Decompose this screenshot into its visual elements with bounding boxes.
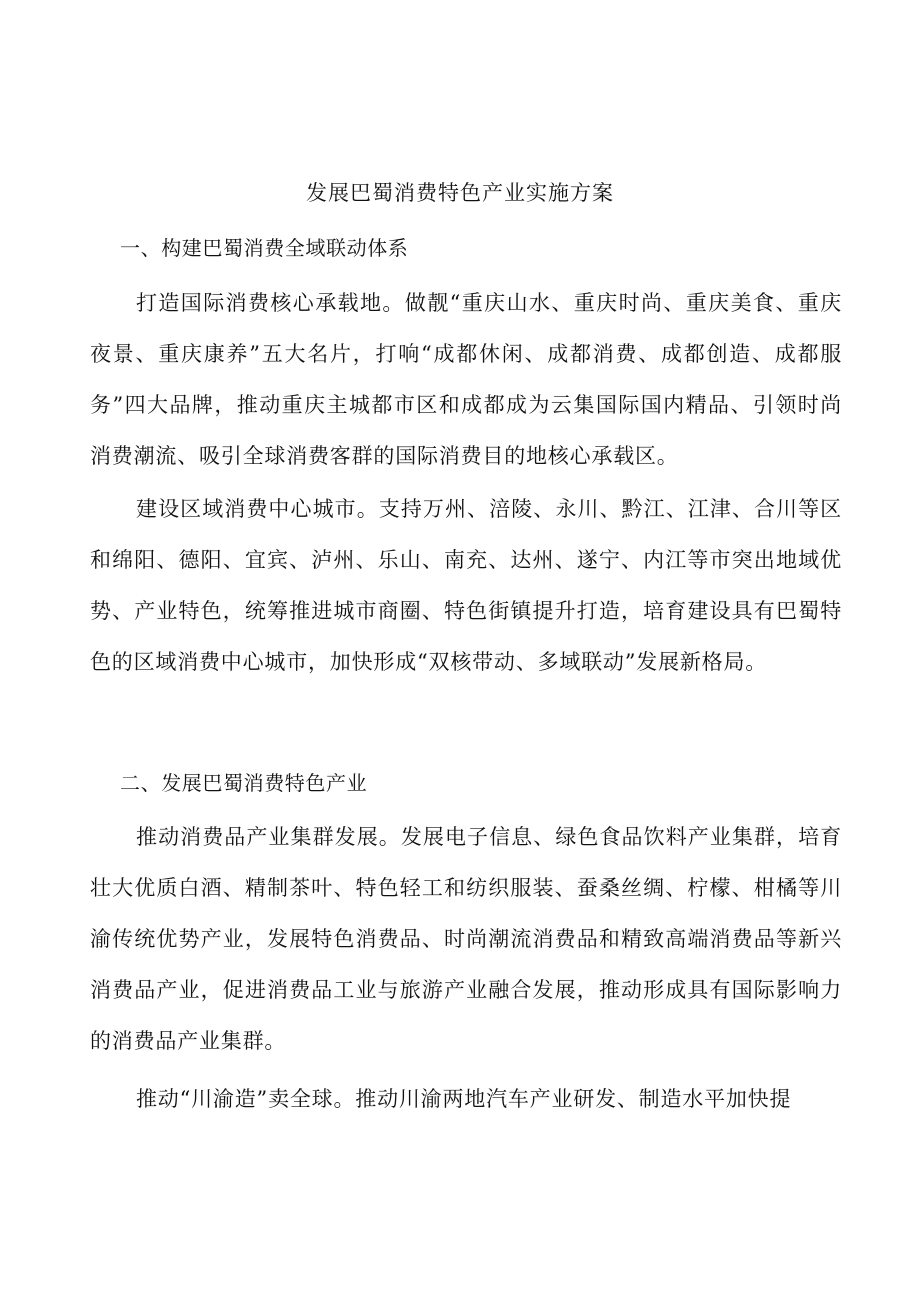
paragraph-regional-centers: 建设区域消费中心城市。支持万州、涪陵、永川、黔江、江津、合川等区和绵阳、德阳、宜宾、泸州、乐山、南充、达州、遂宁、内江等市突出地域优势、产业特色，统筹推进城市商圈、特色街镇提升打造，培育建设具有巴蜀特色的区域消费中心城市，加快形成“双核带动、多域联动”发展新格局。: [90, 497, 842, 674]
document-title: 发展巴蜀消费特色产业实施方案: [306, 181, 614, 205]
paragraph-industry-cluster: 推动消费品产业集群发展。发展电子信息、绿色食品饮料产业集群，培育壮大优质白酒、精制茶叶、特色轻工和纺织服装、蚕桑丝绸、柠檬、柑橘等川渝传统优势产业，发展特色消费品、时尚潮流消费品和精致高端消费品等新兴消费品产业，促进消费品工业与旅游产业融合发展，推动形成具有国际影响力的消费品产业集群。: [90, 825, 842, 1053]
paragraph-consumption-core: 打造国际消费核心承载地。做靓“重庆山水、重庆时尚、重庆美食、重庆夜景、重庆康养”五大名片，打响“成都休闲、成都消费、成都创造、成都服务”四大品牌，推动重庆主城都市区和成都成为云集国际国内精品、引领时尚消费潮流、吸引全球消费客群的国际消费目的地核心承载区。: [90, 291, 842, 468]
paragraph-chuanyu-made: 推动“川渝造”卖全球。推动川渝两地汽车产业研发、制造水平加快提: [136, 1087, 792, 1111]
section-heading-2: 二、发展巴蜀消费特色产业: [120, 771, 368, 795]
section-heading-1: 一、构建巴蜀消费全域联动体系: [120, 236, 409, 260]
